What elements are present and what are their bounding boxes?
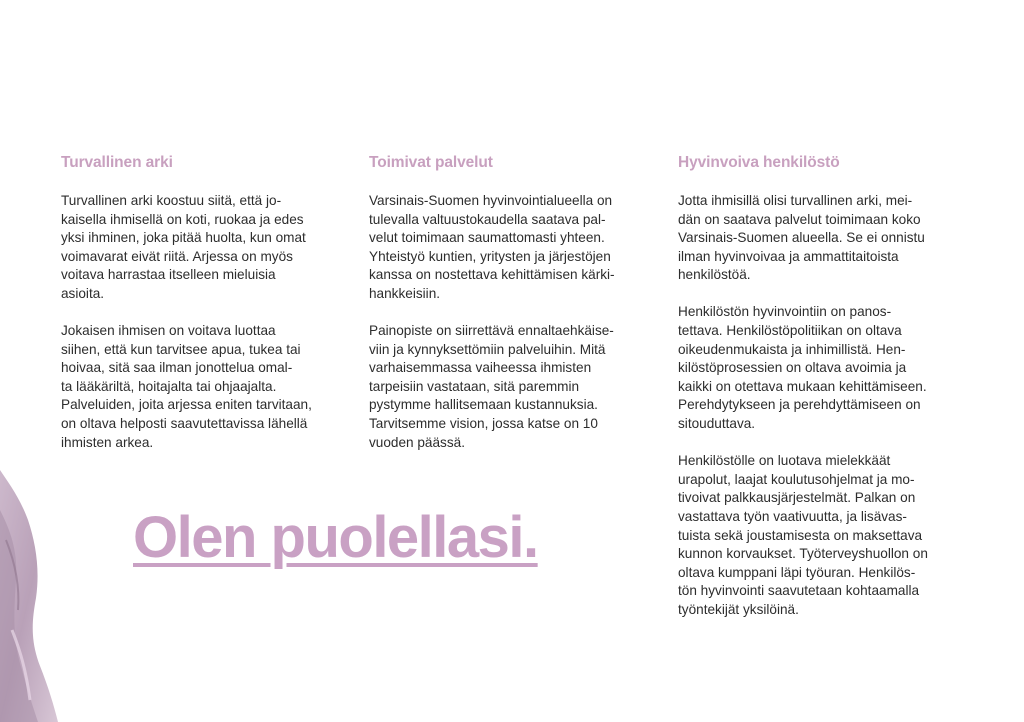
body-paragraph: Henkilöstön hyvinvointiin on panos- tettava. Henkilöstöpolitiikan on oltava oikeudenmukaista ja inhimillistä. Hen- kilöstöprosessien on oltava avoimia ja kaikki on otettava mukaan kehittämiseen. Perehdytykseen ja perehdyttämiseen on sitouduttava. [678, 304, 927, 432]
body-paragraph: Jotta ihmisillä olisi turvallinen arki, mei- dän on saatava palvelut toimimaan koko Varsinais-Suomen alueella. Se ei onnistu ilman hyvinvoivaa ja ammattitaitoista henkilöstöä. [678, 193, 925, 283]
body-paragraph: Henkilöstölle on luotava mielekkäät urapolut, laajat koulutusohjelmat ja mo- tivoivat palkkausjärjestelmät. Palkan on vastattava työn vaativuutta, ja lisävas- tuista sekä joustamisesta on maksettava kunnon korvaukset. Työterveyshuollon on oltava kumppani läpi työuran. Henkilös- tön hyvinvointi saavutetaan kohtaamalla työntekijät yksilöinä. [678, 453, 928, 617]
body-paragraph: Varsinais-Suomen hyvinvointialueella on tulevalla valtuustokaudella saatava pal- velut toimimaan saumattomasti yhteen. Yhteistyö kuntien, yritysten ja järjestöjen kanssa on nostettava kehittämisen kärki- hankkeisiin. [369, 193, 615, 301]
column-turvallinen-arki [61, 152, 346, 471]
column-heading: Hyvinvoiva henkilöstö [678, 154, 840, 171]
body-paragraph: Painopiste on siirrettävä ennaltaehkäise- viin ja kynnyksettömiin palveluihin. Mitä varhaisemmassa vaiheessa ihmisten tarpeisiin vastataan, sitä paremmin pystymme hallitsemaan kustannuksia. Tarvitsemme vision, jossa katse on 10 vuoden päässä. [369, 323, 614, 450]
column-heading: Turvallinen arki [61, 154, 173, 171]
portrait-photo-edge [0, 470, 60, 722]
slogan-headline: Olen puolellasi. [133, 505, 538, 570]
column-toimivat-palvelut [369, 152, 654, 471]
column-heading: Toimivat palvelut [369, 154, 493, 171]
body-paragraph: Turvallinen arki koostuu siitä, että jo- kaisella ihmisellä on koti, ruokaa ja edes yksi ihminen, joka pitää huolta, kun omat voimavarat eivät riitä. Arjessa on myös voitava harrastaa itselleen mieluisia asioita. [61, 193, 306, 301]
column-hyvinvoiva-henkilosto [678, 152, 968, 638]
body-paragraph: Jokaisen ihmisen on voitava luottaa siihen, että kun tarvitsee apua, tukea tai hoivaa, sitä saa ilman jonottelua omal- ta lääkäriltä, hoitajalta tai ohjaajalta. Palveluiden, joita arjessa eniten tarvitaan, on oltava helposti saavutettavissa lähellä ihmisten arkea. [61, 323, 312, 450]
